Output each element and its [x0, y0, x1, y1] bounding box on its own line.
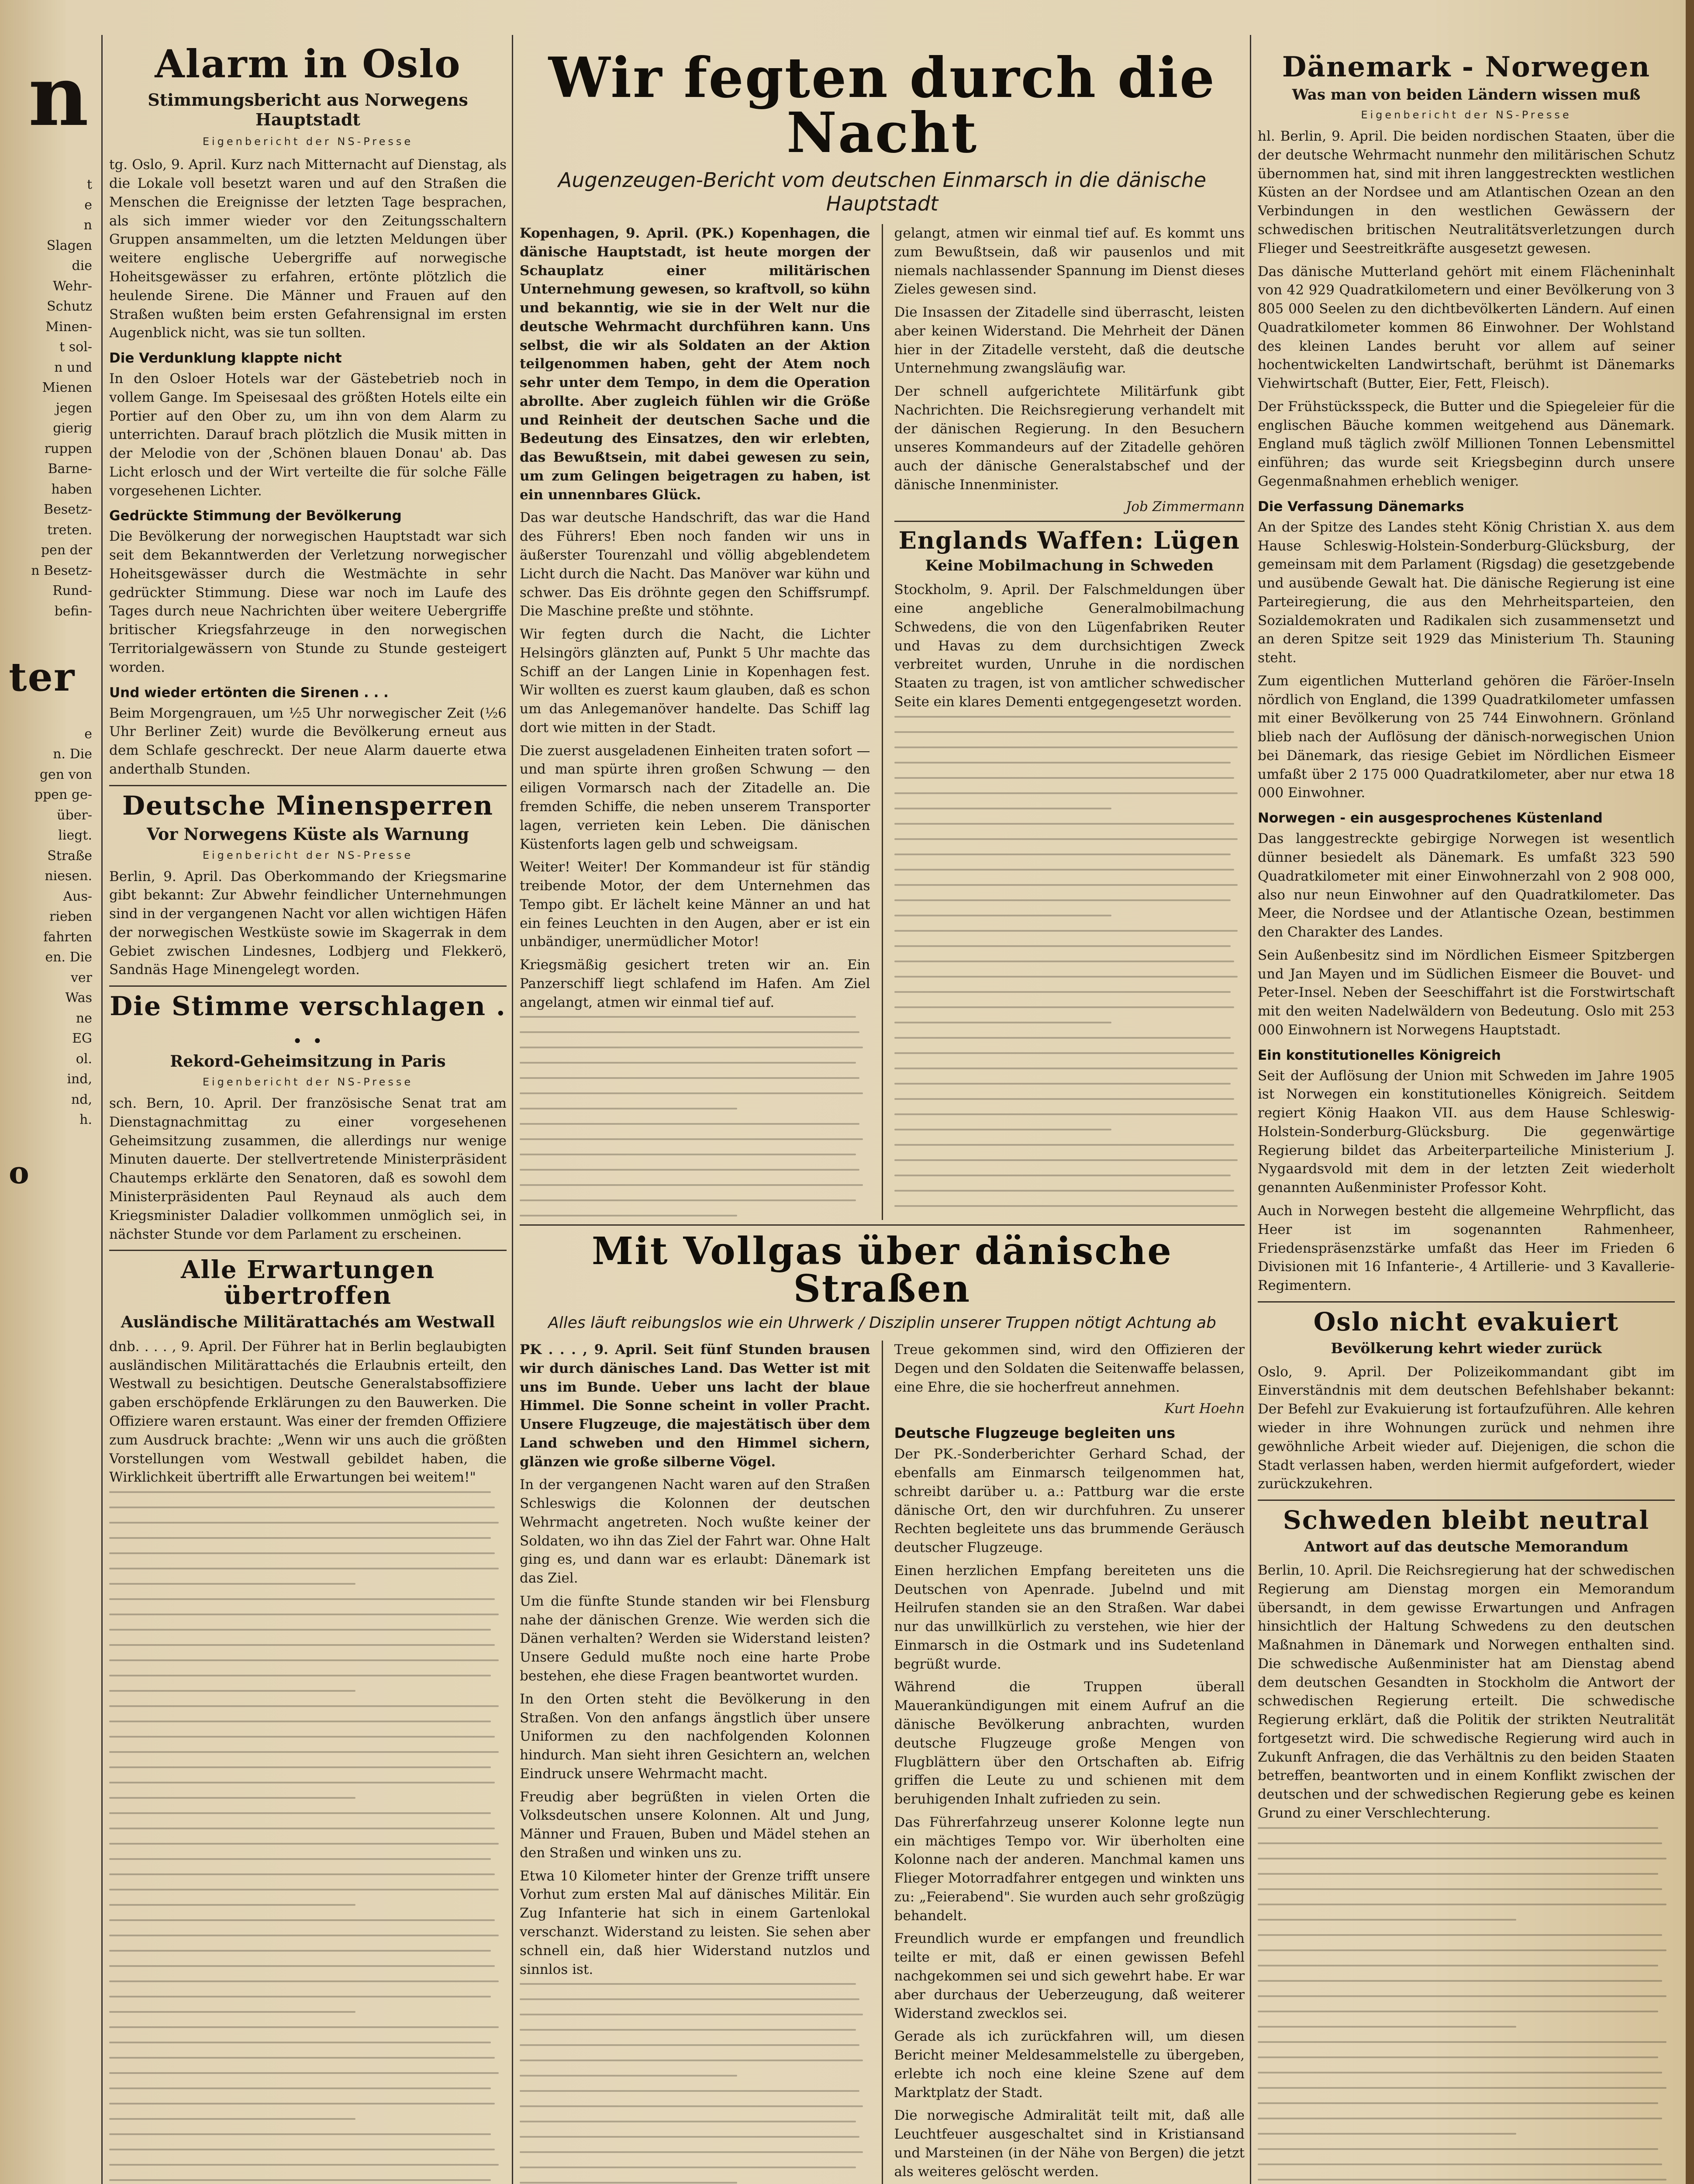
text-line	[520, 1184, 863, 1186]
text-line	[520, 2151, 863, 2153]
text-line	[894, 1205, 1238, 1207]
text-line	[109, 1766, 491, 1768]
fragment-text: jegen	[55, 400, 92, 416]
article-paragraph: In den Orten steht die Bevölkerung in den Straßen. Von den anfangs ängstlich über unsere Uniformen zu den nachfolgenden Kolonnen hindurch. Man sieht ihren Gesichtern an, welchen Eindruck unsere Wehrmacht macht.	[520, 1691, 870, 1782]
text-line	[894, 930, 1238, 932]
article-paragraph: Stockholm, 9. April. Der Falschmeldungen über eine angebliche Generalmobilmachung Schwedens, die von den Lügenfabriken Reuter und Havas zu dem durchsichtigen Zweck verbreitet wurden, Unruhe in die nordischen Staaten zu tragen, ist von amtlicher schwedischer Seite ein klares Dementi entgegengesetzt worden.	[894, 582, 1245, 710]
left-fragment-title: n	[28, 47, 90, 145]
fragment-text: n und	[54, 359, 92, 375]
text-line	[520, 1077, 859, 1079]
text-line	[109, 1675, 491, 1676]
article-paragraph: Das langgestreckte gebirgige Norwegen ist wesentlich dünner besiedelt als Dänemark. Es umfaßt 323 590 Quadratkilometer mit einer Einwohnerzahl von 2 908 000, also nur neun Einwohner auf den Quadratkilometer. Das Meer, die Nordsee und der Atlantische Ozean, bestimmen den Charakter des Landes.	[1258, 831, 1675, 940]
text-line	[894, 1144, 1234, 1146]
article-paragraph: Berlin, 9. April. Das Oberkommando der Kriegsmarine gibt bekannt: Zur Abwehr feindlicher Unternehmungen sind in der vergangenen Nacht vor allen wichtigen Häfen der norwegischen Westküste sowie im Skagerrak in dem Gebiet zwischen Lindesnes, Lodbjerg und Flekkerö, Sandnäs Hage Minengelegt worden.	[109, 868, 507, 978]
text-line	[520, 2075, 737, 2077]
text-line	[1258, 1858, 1666, 1859]
text-line	[520, 1031, 859, 1033]
text-line	[109, 1491, 491, 1493]
text-line	[109, 1980, 499, 1982]
byline: Eigenbericht der NS-Presse	[202, 849, 414, 861]
text-line	[1258, 2056, 1658, 2058]
headline-alarm-oslo: Alarm in Oslo	[155, 41, 461, 86]
section-subhead: Gedrückte Stimmung der Bevölkerung	[109, 508, 402, 524]
text-line	[109, 2087, 491, 2089]
text-line	[894, 731, 1234, 733]
article-paragraph: Wir fegten durch die Nacht, die Lichter Helsingörs glänzten auf, Punkt 5 Uhr machte das Schiff an der Langen Linie in Kopenhagen fest. Wir wollten es zuerst kaum glauben, daß es schon um das Anlegemanöver handelte. Das Schiff lag dort wie mitten in der Stadt.	[520, 626, 870, 736]
text-line	[109, 2011, 355, 2013]
left-fragment-heading: ter	[9, 654, 76, 700]
text-line	[520, 1138, 863, 1140]
article-paragraph: PK . . . , 9. April. Seit fünf Stunden brausen wir durch dänisches Land. Das Wetter ist mit uns im Bunde. Ueber uns lacht der blaue Himmel. Die Sonne scheint in voller Pracht. Unsere Flugzeuge, die majestätisch über dem Land schweben und den Himmel sichern, glänzen wie große silberne Vögel.	[520, 1342, 870, 1470]
subhead-erwartungen: Ausländische Militärattachés am Westwall	[121, 1313, 495, 1331]
divider	[109, 1250, 507, 1251]
article-paragraph: Die Bevölkerung der norwegischen Hauptstadt war sich seit dem Bekanntwerden der Verletzung norwegischer Hoheitsgewässer durch die Westmächte in sehr gedrückter Stimmung. Diese war noch im Laufe des Tages durch neue Nachrichten über weitere Uebergriffe britischer Kriegsfahrzeuge in den norwegischen Territorialgewässern von Stunde zu Stunde gesteigert worden.	[109, 529, 507, 675]
text-line	[520, 1169, 859, 1171]
text-line	[109, 2072, 499, 2074]
text-line	[109, 1598, 495, 1600]
text-line	[894, 1113, 1238, 1115]
article-paragraph: hl. Berlin, 9. April. Die beiden nordischen Staaten, über die der deutsche Wehrmacht nunmehr den militärischen Schutz übernommen hat, sind mit ihren langgestreckten westlichen Küsten an der Nordsee und am Atlantischen Ozean an den Verbindungen in den westlichen Gewässern der schwedischen britischen Neutralitätsverletzungen durch Flieger und Seestreitkräfte ausgesetzt gewesen.	[1258, 128, 1675, 256]
fragment-text: treten.	[47, 522, 92, 538]
column-rule	[101, 35, 103, 2184]
fragment-text: ne	[76, 1010, 92, 1026]
left-fragment-column	[0, 0, 98, 2184]
fragment-text: e	[84, 197, 92, 213]
text-line	[1258, 1827, 1658, 1829]
text-line	[109, 1782, 495, 1783]
headline-schweden-neutral: Schweden bleibt neutral	[1283, 1505, 1650, 1535]
byline: Eigenbericht der NS-Presse	[202, 135, 414, 148]
text-line	[1258, 2041, 1666, 2043]
banner-subheadline-2: Alles läuft reibungslos wie ein Uhrwerk / Disziplin unserer Truppen nötigt Achtung ab	[548, 1314, 1216, 1332]
article-paragraph: Weiter! Weiter! Der Kommandeur ist für ständig treibende Motor, der dem Unternehmen das Tempo gibt. Er lächelt keine Männer an und hat ein feines Leuchten in den Augen, aber er ist ein unbändiger, unermüdlicher Motor!	[520, 859, 870, 950]
text-line	[894, 945, 1231, 947]
article-paragraph: Seit der Auflösung der Union mit Schweden im Jahre 1905 ist Norwegen ein konstitutionelles Königreich. Seitdem regiert König Haakon VII. aus dem Hause Schleswig-Holstein-Sonderburg-Glücksburg. Die gegenwärtige Regierung bildet das Arbeiterparteiliche Ministerium J. Nygaardsvold mit dem in der letzten Zeit wiederholt genannten Außenminister Professor Koht.	[1258, 1068, 1675, 1196]
fragment-text: die	[72, 258, 92, 273]
text-line	[1258, 2087, 1666, 2089]
text-line	[894, 869, 1234, 871]
fragment-text: ruppen	[44, 441, 92, 456]
text-line	[894, 1022, 1112, 1023]
text-line	[1258, 1934, 1662, 1936]
text-line	[1258, 2148, 1658, 2150]
fragment-text: en. Die	[45, 950, 92, 965]
text-line	[109, 1537, 491, 1539]
article-paragraph: Oslo, 9. April. Der Polizeikommandant gibt im Einverständnis mit dem deutschen Befehlshaber bekannt: Der Befehl zur Evakuierung ist fortaufzuführen. Alle kehren wieder in ihre Wohnungen zurück und nehmen ihre gewöhnliche Arbeit wieder auf. Diejenigen, die schon die Stadt verlassen haben, werden hiermit aufgefordert, wieder zurückzukehren.	[1258, 1364, 1675, 1492]
text-line	[109, 1552, 495, 1554]
text-line	[894, 762, 1231, 764]
text-line	[1258, 2163, 1662, 2165]
article-paragraph: Der PK.-Sonderberichter Gerhard Schad, der ebenfalls am Einmarsch teilgenommen hat, schreibt darüber u. a.: Pattburg war die erste dänische Ort, den wir durchfuhren. Zu unserer Rechten begleitete uns das brummende Geräusch deutscher Flugzeuge.	[894, 1446, 1245, 1556]
text-line	[1258, 1873, 1658, 1875]
article-paragraph: Zum eigentlichen Mutterland gehören die Färöer-Inseln nördlich von England, die 1399 Quadratkilometer umfassen mit einer Bevölkerung von 25 744 Einwohnern. Grönland blieb nach der Auflösung der dänisch-norwegischen Union bei Dänemark, das riesige Gebiet im Nördlichen Eismeer umfaßt über 2 175 000 Quadratkilometer, aber nur etwa 18 000 Einwohner.	[1258, 673, 1675, 801]
article-paragraph: Um die fünfte Stunde standen wir bei Flensburg nahe der dänischen Grenze. Wie werden sich die Dänen verhalten? Werden sie Widerstand leisten? Unsere Geduld mußte noch eine harte Probe bestehen, ehe diese Fragen beantwortet wurden.	[520, 1593, 870, 1684]
article-paragraph: Gerade als ich zurückfahren will, um diesen Bericht meiner Meldesammelstelle zu übergeben, erlebte ich noch eine kleine Szene auf dem Marktplatz der Stadt.	[894, 2028, 1245, 2101]
text-line	[894, 746, 1238, 748]
section-subhead: Die Verfassung Dänemarks	[1258, 498, 1464, 515]
text-line	[894, 991, 1231, 993]
text-line	[894, 1175, 1231, 1176]
section-subhead: Und wieder ertönten die Sirenen . . .	[109, 684, 389, 701]
text-line	[1258, 1888, 1662, 1890]
text-line	[894, 1129, 1112, 1130]
fragment-text: Mienen	[42, 380, 92, 395]
text-line	[520, 2029, 856, 2031]
fragment-text: Wehr-	[53, 278, 92, 294]
text-line	[109, 1690, 355, 1692]
fragment-text: Aus-	[63, 888, 92, 904]
text-line	[109, 2179, 491, 2181]
fragment-text: fahrten	[43, 929, 92, 945]
text-line	[894, 884, 1238, 886]
column-rule	[1250, 35, 1251, 2184]
left-fragment-lines-b	[0, 724, 98, 1130]
text-line	[1258, 1904, 1666, 1905]
fragment-text: rieben	[49, 909, 92, 924]
headline-stimme: Die Stimme verschlagen . . .	[110, 991, 506, 1050]
text-line	[109, 1568, 499, 1569]
text-line	[1258, 2011, 1658, 2012]
text-line	[894, 1068, 1238, 1069]
text-line	[520, 1092, 863, 1094]
text-line	[109, 1889, 499, 1890]
text-line	[109, 2057, 495, 2059]
text-line	[1258, 1965, 1658, 1966]
subhead-minensperren: Vor Norwegens Küste als Warnung	[147, 824, 469, 844]
text-line	[109, 1873, 495, 1875]
text-line	[894, 976, 1238, 978]
text-line	[894, 716, 1231, 718]
article-paragraph: Sein Außenbesitz sind im Nördlichen Eismeer Spitzbergen und Jan Mayen und im Südlichen Eismeer die Bouvet- und Peter-Insel. Neben der Seeschiffahrt ist die Forstwirtschaft mit den weiten Nadelwäldern von Bedeutung. Oslo mit 253 000 Einwohnern ist Norwegens Hauptstadt.	[1258, 947, 1675, 1038]
text-line	[109, 2026, 499, 2028]
divider	[1258, 1500, 1675, 1501]
section-subhead: Norwegen - ein ausgesprochenes Küstenland	[1258, 810, 1603, 826]
text-line	[109, 1644, 495, 1646]
subhead-stimmungsbericht: Stimmungsbericht aus Norwegens Hauptstadt	[148, 90, 468, 130]
article-paragraph: Berlin, 10. April. Die Reichsregierung hat der schwedischen Regierung am Dienstag morgen ein Memorandum übersandt, in dem gewisse Erwartungen und Anfragen hinsichtlich der Haltung Schwedens zu den deutschen Maßnahmen in Dänemark und Norwegen enthalten sind. Die schwedische Außenminister hat am Dienstag abend dem deutschen Gesandten in Stockholm die Antwort der schwedischen Regierung erteilt. Die schwedische Regierung erklärt, daß die Politik der strikten Neutralität fortgesetzt wird. Die schwedische Regierung wird auch in Zukunft Anfragen, die das Verhältnis zu den beiden Staaten betreffen, beantworten und in einem Konflikt zwischen der deutschen und der schwedischen Regierung gebe es keinen Grund zu einer Verschlechterung.	[1258, 1562, 1675, 1821]
text-line	[894, 854, 1231, 855]
text-line	[109, 1659, 499, 1661]
article-paragraph: In den Osloer Hotels war der Gästebetrieb noch in vollem Gange. Im Speisesaal des größten Hotels eilte ein Portier auf den Ober zu, um ihn von dem Alarm zu unterrichten. Darauf brach plötzlich die Musik mitten in der Melodie von der ‚Schönen blauen Donau' ab. Das Licht erlosch und der Wirt verteilte die für solche Fälle vorgesehenen Lichter.	[109, 371, 507, 499]
text-line	[894, 838, 1238, 840]
center-lower-right-column	[894, 1341, 1245, 2184]
byline: Eigenbericht der NS-Presse	[202, 1076, 414, 1089]
fragment-text: ol.	[76, 1051, 92, 1067]
text-line	[109, 2133, 491, 2135]
divider	[109, 785, 507, 786]
fragment-text: n	[83, 218, 92, 233]
column-right	[1258, 0, 1675, 2184]
text-line	[109, 1583, 355, 1585]
text-line	[109, 1965, 495, 1967]
byline: Eigenbericht der NS-Presse	[1361, 109, 1572, 121]
fragment-text: haben	[51, 481, 92, 497]
text-line	[1258, 2133, 1516, 2135]
text-line	[520, 2136, 859, 2138]
text-line	[894, 1037, 1231, 1039]
text-continuation	[1258, 1827, 1675, 2184]
text-line	[109, 1919, 495, 1921]
headline-daenemark-norwegen: Dänemark - Norwegen	[1282, 51, 1651, 83]
text-line	[520, 1047, 863, 1048]
section-subhead: Die Verdunklung klappte nicht	[109, 350, 342, 366]
text-line	[1258, 2102, 1658, 2104]
fragment-text: e	[84, 726, 92, 742]
fragment-text: gen von	[39, 767, 92, 782]
fragment-text: EG	[72, 1031, 92, 1046]
article-paragraph: In der vergangenen Nacht waren auf den Straßen Schleswigs die Kolonnen der deutschen Wehrmacht angetreten. Noch wußte keiner der Soldaten, wo ihn das Ziel der Fahrt war. Ohne Halt ging es, und dann war es erlaubt: Dänemark ist das Ziel.	[520, 1477, 870, 1586]
text-line	[109, 2149, 495, 2150]
text-line	[109, 1629, 491, 1631]
banner-subheadline: Augenzeugen-Bericht vom deutschen Einmarsch in die dänische Hauptstadt	[558, 168, 1207, 215]
article-paragraph: Treue gekommen sind, wird den Offizieren der Degen und den Soldaten die Seitenwaffe belassen, eine Ehre, die sie hocherfreut annehmen.	[894, 1342, 1245, 1395]
article-paragraph: Auch in Norwegen besteht die allgemeine Wehrpflicht, das Heer ist im sogenannten Rahmenheer, Friedenspräsenzstärke umfaßt das Heer im Frieden 6 Divisionen mit 16 Infanterie-, 4 Artillerie- und 3 Kavallerie-Regimentern.	[1258, 1203, 1675, 1294]
text-line	[1258, 2118, 1662, 2119]
author-signature: Job Zimmermann	[1125, 498, 1245, 515]
text-line	[894, 1098, 1234, 1100]
column-rule	[882, 224, 883, 1220]
fragment-text: h.	[79, 1112, 92, 1127]
banner-headline: Wir fegten durch die Nacht	[548, 45, 1216, 165]
fragment-text: befin-	[54, 603, 92, 619]
text-line	[520, 2090, 859, 2092]
text-line	[520, 1199, 856, 1201]
fragment-text: Schutz	[47, 299, 92, 314]
text-continuation	[520, 1016, 870, 1220]
text-line	[520, 2060, 863, 2061]
text-line	[894, 961, 1234, 962]
fragment-text: Was	[65, 990, 92, 1006]
text-line	[1258, 1995, 1666, 1997]
article-paragraph: Der schnell aufgerichtete Militärfunk gibt Nachrichten. Die Reichsregierung verhandelt mit der dänischen Regierung. In den Besuchern unseres Kommandeurs auf der Zitadelle gehören auch der dänische Generalstabschef und der dänische Innenminister.	[894, 384, 1245, 493]
text-line	[109, 1797, 355, 1799]
column-1	[109, 0, 507, 2184]
text-continuation	[109, 1491, 507, 2184]
article-paragraph: Einen herzlichen Empfang bereiteten uns die Deutschen von Apenrade. Jubelnd und mit Heilrufen standen sie an den Straßen. War dabei nur das unwillkürlich zu verstehen, wie hier der Einmarsch in die Ostmark und ins Sudetenland begrüßt wurde.	[894, 1562, 1245, 1672]
article-paragraph: Freudig aber begrüßten in vielen Orten die Volksdeutschen unsere Kolonnen. Alt und Jung, Männer und Frauen, Buben und Mädel stehen an den Straßen und winken uns zu.	[520, 1789, 870, 1861]
article-paragraph: An der Spitze des Landes steht König Christian X. aus dem Hause Schleswig-Holstein-Sonderburg-Glücksburg, der gemeinsam mit dem Parlament (Rigsdag) die gesetzgebende und ausübende Gewalt hat. Die dänische Regierung ist eine Parteiregierung, die aus den Mehrheitsparteien, den Sozialdemokraten und Radikalen sich zusammensetzt und an deren Spitze seit 1929 das Ministerium Th. Stauning steht.	[1258, 519, 1675, 666]
article-paragraph: Die Insassen der Zitadelle sind überrascht, leisten aber keinen Widerstand. Die Mehrheit der Dänen hier in der Zitadelle versteht, daß die deutsche Unternehmung zwangsläufig war.	[894, 304, 1245, 377]
text-line	[109, 1935, 499, 1936]
subhead-stimme: Rekord-Geheimsitzung in Paris	[170, 1052, 446, 1071]
text-line	[1258, 2072, 1662, 2073]
center-lower-left-column	[520, 1341, 870, 2184]
article-paragraph: Kopenhagen, 9. April. (PK.) Kopenhagen, die dänische Hauptstadt, ist heute morgen der Schauplatz einer militärischen Unternehmung gewesen, so kraftvoll, so kühn und bekanntig, wie sie in der Welt nur die deutsche Wehrmacht durchführen kann. Uns selbst, die wir als Soldaten an der Aktion teilgenommen haben, geht der Atem noch sehr unter dem Tempo, in dem die Operation abrollte. Aber zugleich fühlen wir die Größe und Reinheit der deutschen Sache und die Bedeutung des Einsatzes, den wir erlebten, das Bewußtsein, mit dabei gewesen zu sein, um zum Gelingen beigetragen zu haben, ist ein unnennbares Glück.	[520, 225, 870, 503]
fragment-text: ind,	[67, 1071, 92, 1087]
text-line	[109, 1858, 491, 1860]
text-line	[520, 2014, 863, 2015]
text-line	[109, 1705, 499, 1707]
article-paragraph: Die norwegische Admiralität teilt mit, daß alle Leuchtfeuer ausgeschaltet sind in Kristiansand und Marsteinen (in der Nähe von Bergen) die jetzt als weiteres gelöscht werden.	[894, 2108, 1245, 2180]
article-paragraph: Während die Truppen überall Mauerankündigungen mit einem Aufruf an die dänische Bevölkerung anbrachten, wurden deutsche Flugzeuge große Mengen von Flugblättern über den Ortschaften ab. Eifrig griffen die Leute zu und schienen mit dem beruhigenden Inhalt zufrieden zu sein.	[894, 1679, 1245, 1807]
divider	[1258, 1301, 1675, 1303]
text-line	[520, 1108, 737, 1109]
text-line	[520, 1016, 856, 1018]
author-signature: Kurt Hoehn	[1164, 1401, 1245, 1417]
text-line	[520, 2167, 856, 2168]
text-line	[109, 1812, 491, 1814]
text-line	[894, 808, 1112, 809]
fragment-text: pen der	[41, 543, 92, 558]
divider	[894, 521, 1245, 522]
text-line	[1258, 1980, 1662, 1982]
article-paragraph: gelangt, atmen wir einmal tief auf. Es kommt uns zum Bewußtsein, daß wir pausenlos und mit niemals nachlassender Spannung im Dienst dieses Zieles gewesen sind.	[894, 225, 1245, 297]
text-line	[109, 2118, 355, 2120]
fragment-text: gierig	[53, 421, 92, 436]
text-line	[894, 1052, 1234, 1054]
article-paragraph: sch. Bern, 10. April. Der französische Senat trat am Dienstagnachmittag zu einer vorgesehenen Geheimsitzung zusammen, die allerdings nur wenige Minuten dauerte. Der stellvertretende Ministerpräsident Chautemps erklärte den Senatoren, daß es sowohl dem Ministerpräsidenten Paul Reynaud als auch dem Kriegsminister Daladier vollkommen unmöglich sei, in nächster Stunde vor dem Parlament zu erscheinen.	[109, 1095, 507, 1242]
subhead-bevoelkerung-kehrt: Bevölkerung kehrt wieder zurück	[1331, 1339, 1602, 1357]
text-line	[109, 1522, 499, 1524]
text-line	[520, 1215, 737, 1216]
text-line	[894, 1006, 1234, 1008]
text-line	[109, 1614, 499, 1615]
column-rule	[882, 1341, 883, 2184]
text-line	[1258, 1842, 1662, 1844]
text-line	[894, 792, 1238, 794]
article-paragraph: dnb. . . . , 9. April. Der Führer hat in Berlin beglaubigten ausländischen Militärattachés die Erlaubnis erteilt, den Westwall zu besichtigen. Deutsche Generalstabsoffiziere gaben erschöpfende Erklärungen zu den Bauwerken. Die Offiziere waren erstaunt. Was einer der fremden Offiziere zum Ausdruck brachte: „Wenn wir uns auch die größten Vorstellungen vom Westwall gebildet haben, die Wirklichkeit übertrifft alle Erwartungen bei weitem!"	[109, 1338, 507, 1486]
left-fragment-heading-2: o	[9, 1154, 30, 1191]
headline-englands-waffen: Englands Waffen: Lügen	[898, 526, 1240, 554]
article-paragraph: Kriegsmäßig gesichert treten wir an. Ein Panzerschiff liegt schlafend im Hafen. Am Ziel angelangt, atmen wir einmal tief auf.	[520, 957, 870, 1010]
text-line	[1258, 2026, 1516, 2028]
text-line	[894, 1190, 1234, 1192]
fragment-text: n Besetz-	[31, 563, 92, 578]
fragment-text: t	[86, 177, 92, 192]
fragment-text: Besetz-	[44, 502, 92, 517]
column-rule	[512, 35, 513, 2184]
fragment-text: Minen-	[45, 319, 92, 335]
text-line	[109, 1751, 499, 1753]
text-line	[520, 2105, 863, 2107]
text-line	[520, 1062, 856, 1064]
text-line	[109, 1721, 491, 1722]
article-paragraph: Etwa 10 Kilometer hinter der Grenze trifft unsere Vorhut zum ersten Mal auf dänisches Militär. Ein Zug Infanterie hat sich in einem Gartenlokal verschanzt. Widerstand zu leisten. Sie sehen aber schnell ein, daß hier Widerstand nutzlos und sinnlos ist.	[520, 1868, 870, 1977]
text-line	[520, 2182, 737, 2184]
subhead-laender: Was man von beiden Ländern wissen muß	[1292, 86, 1641, 104]
article-paragraph: Das war deutsche Handschrift, das war die Hand des Führers! Eben noch fanden wir uns in äußerster Tourenzahl und völlig abgeblendetem Licht durch die Nacht. Das Manöver war kühn und schwer. Das Eis dröhnte gegen den Schiffsrumpf. Die Maschine preßte und stöhnte.	[520, 510, 870, 619]
section-subhead: Ein konstitutionelles Königreich	[1258, 1047, 1501, 1063]
headline-oslo-nicht-evakuiert: Oslo nicht evakuiert	[1313, 1306, 1619, 1337]
section-subhead: Deutsche Flugzeuge begleiten uns	[894, 1424, 1176, 1442]
fragment-text: ppen ge-	[34, 787, 92, 802]
article-paragraph: Freundlich wurde er empfangen und freundlich teilte er mit, daß er einen gewissen Befehl nachgekommen sei und sich gewehrt habe. Er war aber durchaus der Ueberzeugung, daß weiterer Widerstand zwecklos sei.	[894, 1931, 1245, 2022]
text-continuation	[894, 716, 1245, 1220]
text-line	[520, 1998, 859, 2000]
divider	[520, 1224, 1245, 1226]
text-line	[109, 1736, 495, 1738]
left-fragment-lines-a	[0, 175, 98, 622]
text-line	[1258, 1919, 1516, 1921]
page-edge	[1686, 0, 1694, 2184]
text-line	[894, 823, 1234, 825]
fragment-text: über-	[57, 807, 92, 823]
text-line	[1258, 1949, 1666, 1951]
article-paragraph: Beim Morgengrauen, um ½5 Uhr norwegischer Zeit (½6 Uhr Berliner Zeit) wurde die Bevölkerung erneut aus dem Schlafe geschreckt. Der neue Alarm dauerte etwa anderthalb Stunden.	[109, 705, 507, 777]
subhead-keine-mobilmachung: Keine Mobilmachung in Schweden	[925, 557, 1214, 575]
fragment-text: niesen.	[45, 868, 92, 884]
text-line	[109, 1950, 491, 1952]
text-line	[520, 1123, 859, 1125]
center-right-column	[894, 224, 1245, 1220]
center-spread	[520, 0, 1245, 2184]
headline-minensperren: Deutsche Minensperren	[122, 790, 494, 821]
divider	[109, 985, 507, 987]
text-line	[894, 1159, 1238, 1161]
headline-erwartungen: Alle Erwartungen übertroffen	[180, 1255, 435, 1310]
fragment-text: liegt.	[58, 828, 92, 843]
text-line	[1258, 2179, 1666, 2181]
banner-headline-2: Mit Vollgas über dänische Straßen	[592, 1229, 1173, 1311]
text-line	[894, 1083, 1231, 1085]
text-line	[109, 1507, 495, 1508]
article-paragraph: Das Führerfahrzeug unserer Kolonne legte nun ein mächtiges Tempo vor. Wir überholten eine Kolonne nach der anderen. Manchmal kamen uns Flieger Motorradfahrer entgegen und winkten uns zu: „Feierabend". Sie wurden auch sehr großzügig behandelt.	[894, 1814, 1245, 1924]
fragment-text: Rund-	[52, 583, 92, 598]
text-line	[520, 2121, 856, 2122]
center-left-column	[520, 224, 870, 1220]
text-line	[109, 2042, 491, 2043]
fragment-text: Barne-	[48, 461, 92, 477]
text-line	[109, 1904, 355, 1906]
text-line	[894, 899, 1231, 901]
text-line	[109, 2164, 499, 2166]
text-line	[894, 915, 1112, 916]
text-line	[109, 2103, 495, 2105]
fragment-text: t sol-	[59, 339, 92, 355]
text-line	[109, 1828, 495, 1829]
text-line	[894, 777, 1234, 779]
fragment-text: n. Die	[53, 746, 92, 762]
fragment-text: ver	[70, 970, 92, 985]
article-paragraph: Das dänische Mutterland gehört mit einem Flächeninhalt von 42 929 Quadratkilometern und einer Bevölkerung von 3 805 000 Seelen zu den dichtbevölkerten Ländern. Auf einen Quadratkilometer kommen 86 Einwohner. Der Wohlstand des kleinen Landes beruht vor allem auf seiner hochentwickelten Landwirtschaft, berühmt ist Dänemarks Viehwirtschaft (Butter, Eier, Fett, Fleisch).	[1258, 263, 1675, 392]
subhead-antwort-memorandum: Antwort auf das deutsche Memorandum	[1304, 1538, 1628, 1555]
text-line	[109, 1843, 499, 1845]
text-line	[109, 1996, 491, 1997]
fragment-text: Slagen	[46, 238, 92, 253]
text-continuation	[520, 1983, 870, 2184]
text-line	[520, 1154, 856, 1155]
fragment-text: nd,	[71, 1092, 92, 1107]
text-line	[520, 2044, 859, 2046]
fragment-text: Straße	[47, 848, 92, 864]
article-paragraph: Die zuerst ausgeladenen Einheiten traten sofort — und man spürte ihren großen Schwung — den eiligen Vormarsch nach der Zitadelle an. Die fremden Schiffe, die neben unserem Transporter lagen, verrieten kein Leben. Die dänischen Küstenforts lagen gelb und schweigsam.	[520, 743, 870, 852]
article-paragraph: Der Frühstücksspeck, die Butter und die Spiegeleier für die englischen Bäuche kommen weitgehend aus Dänemark. England muß täglich zwölf Millionen Tonnen Lebensmittel einführen; das wurde seit Kriegsbeginn durch unsere Gegenmaßnahmen erheblich weniger.	[1258, 398, 1675, 489]
article-paragraph: tg. Oslo, 9. April. Kurz nach Mitternacht auf Dienstag, als die Lokale voll besetzt waren und auf den Straßen die Menschen die Ereignisse der letzten Tage besprachen, als sich immer wieder vor den Zeitungsschaltern Gruppen ansammelten, um die letzten Meldungen über weitere englische Uebergriffe auf norwegische Hoheitsgewässer zu erfahren, ertönte plötzlich die heulende Sirene. Die Männer und Frauen auf den Straßen wußten beim ersten Gefahrensignal im ersten Augenblick nicht, was sie tun sollten.	[109, 157, 507, 341]
text-line	[520, 1983, 856, 1985]
